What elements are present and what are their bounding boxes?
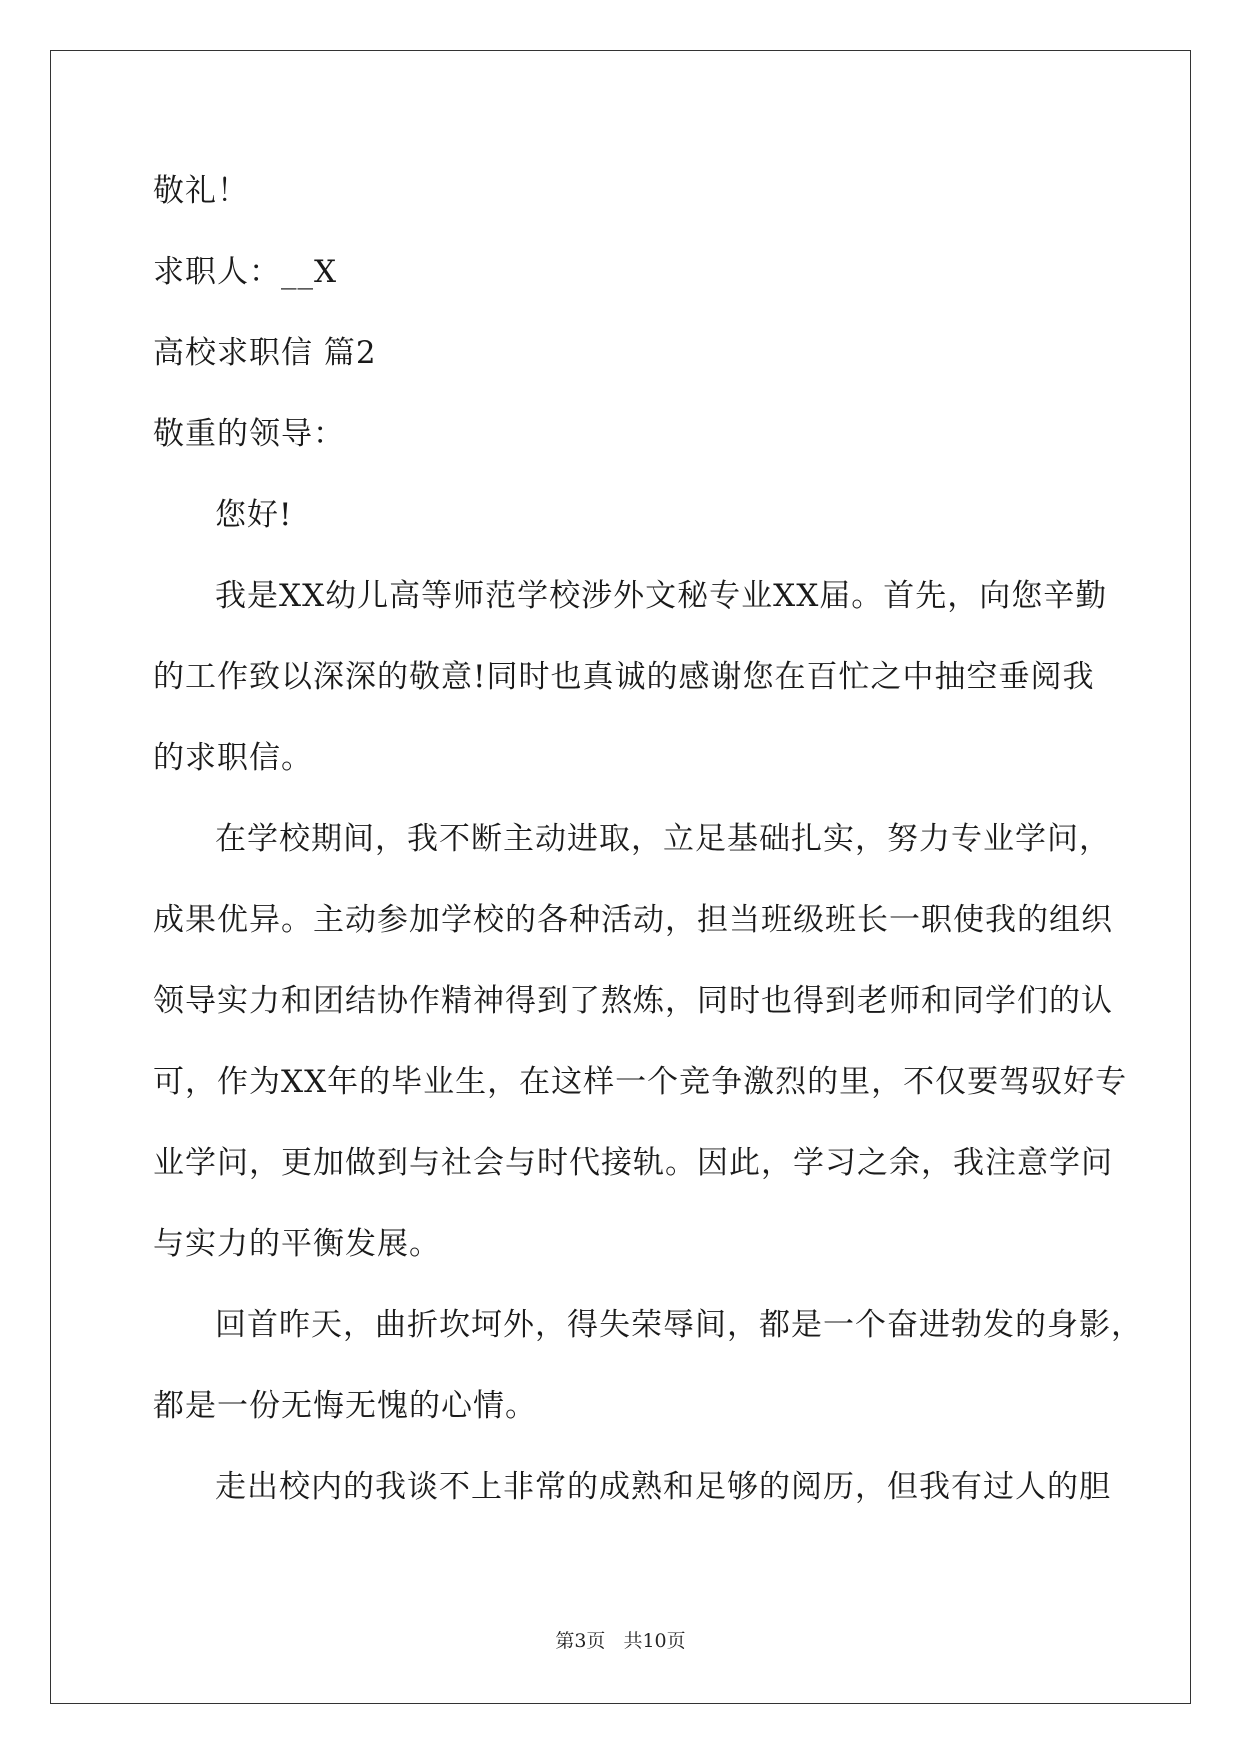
greeting-hello: 您好!	[215, 497, 293, 533]
page-total: 共10页	[623, 1630, 686, 1652]
paragraph-line: 在学校期间，我不断主动进取，立足基础扎实，努力专业学问，	[215, 821, 1111, 857]
paragraph-line: 都是一份无悔无愧的心情。	[153, 1388, 537, 1424]
section-heading: 高校求职信 篇2	[153, 335, 377, 371]
paragraph-line: 回首昨天，曲折坎坷外，得失荣辱间，都是一个奋进勃发的身影，	[215, 1307, 1143, 1343]
paragraph-line: 我是XX幼儿高等师范学校涉外文秘专业XX届。首先，向您辛勤	[215, 578, 1108, 614]
paragraph-line: 的工作致以深深的敬意!同时也真诚的感谢您在百忙之中抽空垂阅我	[153, 659, 1095, 695]
paragraph-line: 成果优异。主动参加学校的各种活动，担当班级班长一职使我的组织	[153, 902, 1113, 938]
page-border	[50, 50, 1191, 1704]
applicant-signature: 求职人：__X	[153, 254, 338, 290]
page-number: 第3页	[555, 1630, 606, 1652]
paragraph-line: 走出校内的我谈不上非常的成熟和足够的阅历，但我有过人的胆	[215, 1469, 1111, 1505]
greeting-recipient: 敬重的领导：	[153, 416, 345, 452]
paragraph-line: 可，作为XX年的毕业生，在这样一个竞争激烈的里，不仅要驾驭好专	[153, 1064, 1128, 1100]
paragraph-line: 领导实力和团结协作精神得到了熬炼，同时也得到老师和同学们的认	[153, 983, 1113, 1019]
paragraph-line: 业学问，更加做到与社会与时代接轨。因此，学习之余，我注意学问	[153, 1145, 1113, 1181]
closing-salutation: 敬礼！	[153, 173, 249, 209]
paragraph-line: 与实力的平衡发展。	[153, 1226, 441, 1262]
paragraph-line: 的求职信。	[153, 740, 313, 776]
page-footer	[0, 1626, 1241, 1653]
